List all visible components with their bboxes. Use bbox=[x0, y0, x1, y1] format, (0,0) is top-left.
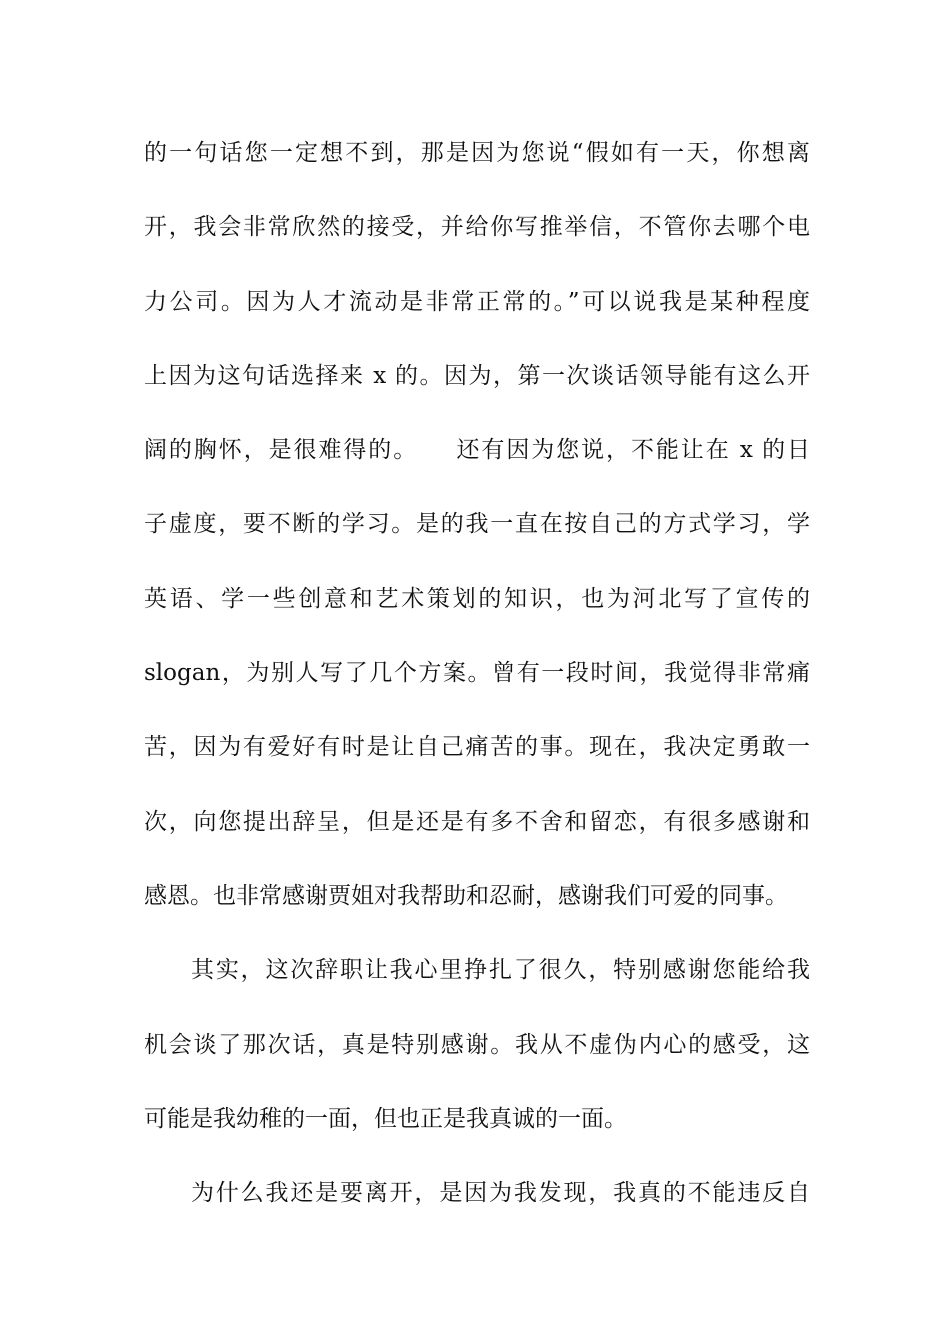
paragraph-line: 子虚度，要不断的学习。是的我一直在按自己的方式学习，学 bbox=[144, 511, 810, 538]
paragraph-line: 开，我会非常欣然的接受，并给你写推举信，不管你去哪个电 bbox=[144, 214, 810, 241]
paragraph-line: 阔的胸怀，是很难得的。 还有因为您说，不能让在 x 的日 bbox=[144, 437, 810, 464]
paragraph-line: 次，向您提出辞呈，但是还是有多不舍和留恋，有很多感谢和 bbox=[144, 808, 810, 835]
paragraph-line: 为什么我还是要离开，是因为我发现，我真的不能违反自 bbox=[191, 1180, 810, 1207]
paragraph-line: 英语、学一些创意和艺术策划的知识，也为河北写了宣传的 bbox=[144, 585, 810, 612]
paragraph-line: 苦，因为有爱好有时是让自己痛苦的事。现在，我决定勇敢一 bbox=[144, 734, 810, 761]
paragraph-line: 可能是我幼稚的一面，但也正是我真诚的一面。 bbox=[144, 1105, 627, 1132]
paragraph-line: 力公司。因为人才流动是非常正常的。”可以说我是某种程度 bbox=[144, 288, 810, 315]
paragraph-line: slogan，为别人写了几个方案。曾有一段时间，我觉得非常痛 bbox=[144, 660, 810, 687]
document-body bbox=[144, 128, 810, 1242]
paragraph-line: 机会谈了那次话，真是特别感谢。我从不虚伪内心的感受，这 bbox=[144, 1031, 810, 1058]
paragraph-line: 上因为这句话选择来 x 的。因为，第一次谈话领导能有这么开 bbox=[144, 362, 810, 389]
paragraph-line: 的一句话您一定想不到，那是因为您说“假如有一天，你想离 bbox=[144, 140, 810, 166]
paragraph-line: 其实，这次辞职让我心里挣扎了很久，特别感谢您能给我 bbox=[191, 957, 810, 984]
paragraph-line: 感恩。也非常感谢贾姐对我帮助和忍耐，感谢我们可爱的同事。 bbox=[144, 882, 788, 909]
